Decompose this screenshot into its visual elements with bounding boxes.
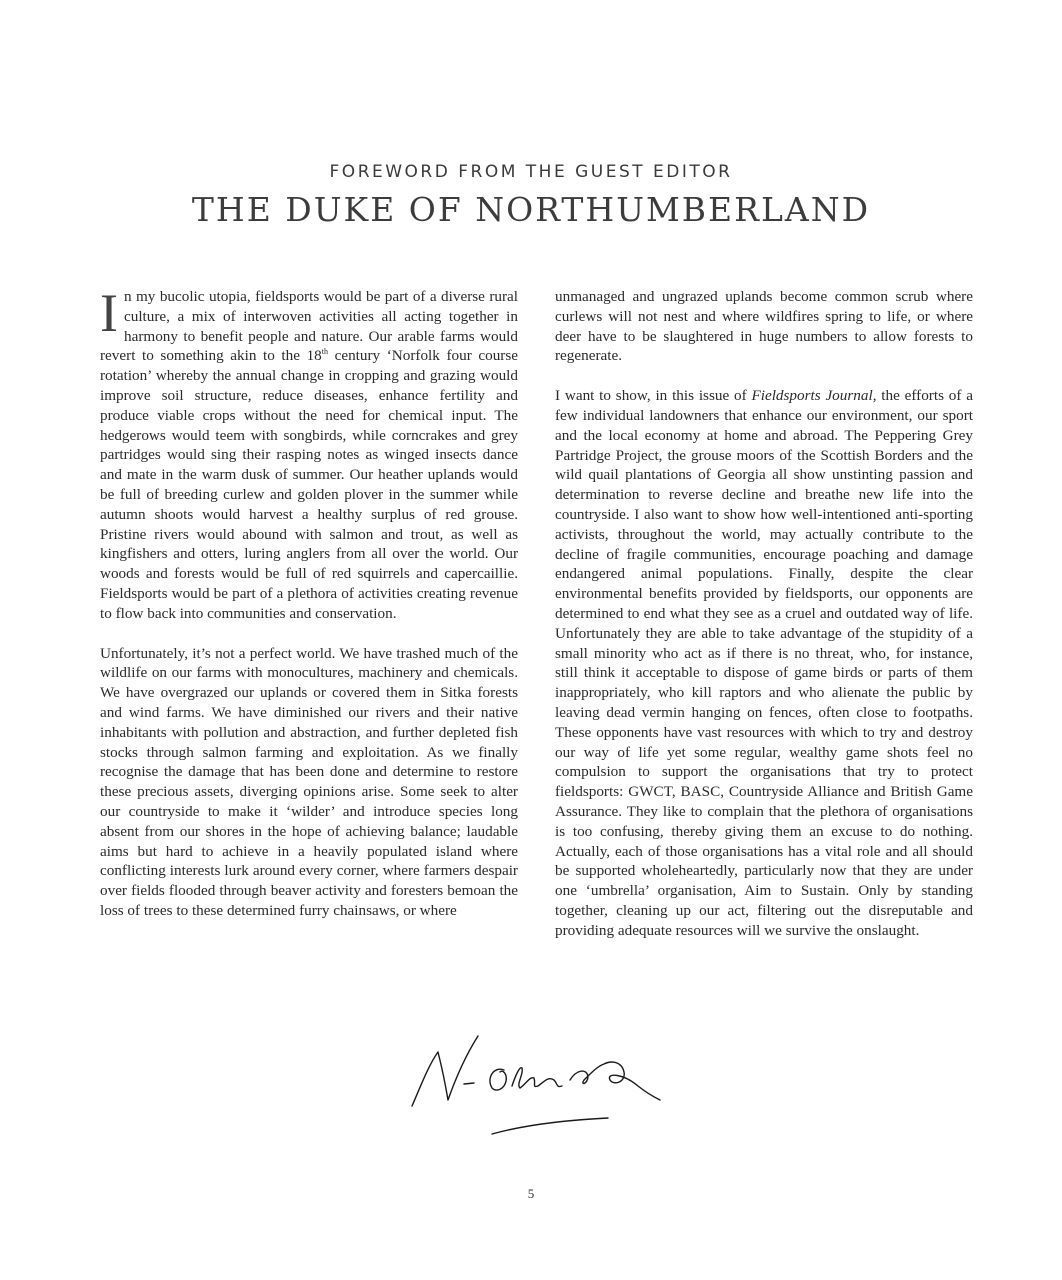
page-number: 5: [527, 1186, 535, 1201]
paragraph-text: , the efforts of a few individual landowners that enhance our environment, our sport and the local economy at home and abroad. The Peppering Grey Partridge Project, the grouse moors of the Scottish Borders and the wild quail plantations of Georgia all show unstinting passion and determination to reverse decline and breathe new life into the countryside. I also want to show how well-intentioned anti-sporting activists, throughout the world, may actually contribute to the decline of fragile communities, encourage poaching and damage endangered animal populations. Finally, despite the clear environmental benefits provided by fieldsports, our opponents are determined to end what they see as a cruel and outdated way of life. Unfortunately they are able to take advantage of the stupidity of a small minority who act as if there is no threat, who, for instance, still think it acceptable to dispose of game birds or parts of them inappropriately, who kill raptors and who alienate the public by leaving dead vermin hanging on fences, often close to footpaths. These opponents have vast resources with which to try and destroy our way of life yet some regular, wealthy game shots feel no compulsion to support the organisations that try to protect fieldsports: GWCT, BASC, Countryside Alliance and British Game Assurance. They like to complain that the plethora of organisations is too confusing, thereby giving them an excuse to do nothing. Actually, each of those organisations has a vital role and all should be supported wholeheartedly, particularly now that they are under one ‘umbrella’ organisation, Aim to Sustain. Only by standing together, cleaning up our act, filtering out the disreputable and providing adequate resources will we survive the onslaught.: [555, 387, 973, 939]
paragraph: Unfortunately, it’s not a perfect world. We have trashed much of the wildlife on our farms with monocultures, machinery and chemicals. We have overgrazed our uplands or covered them in Sitka forests and wind farms. We have diminished our rivers and their native inhabitants with pollution and abstraction, and further depleted fish stocks through salmon farming and exploitation. As we finally recognise the damage that has been done and determine to restore these precious assets, diverging opinions arise. Some seek to alter our countryside to make it ‘wilder’ and introduce species long absent from our shores in the hope of achieving balance; laudable aims but hard to achieve in a heavily populated island where conflicting interests lurk around every corner, where farmers despair over fields flooded through beaver activity and foresters bemoan the loss of trees to these determined furry chainsaws, or where: [100, 644, 518, 919]
paragraph-text: century ‘Norfolk four course rotation’ whereby the annual change in cropping and grazing would improve soil structure, reduce diseases, enhance fertility and produce viable crops without the need for chemical input. The hedgerows would teem with songbirds, while corncrakes and grey partridges would sing their rasping notes as winged insects dance and mate in the warm dusk of summer. Our heather uplands would be full of breeding curlew and golden plover in the summer while autumn shoots would harvest a healthy surplus of red grouse. Pristine rivers would abound with salmon and trout, as well as kingfishers and otters, luring anglers from all over the world. Our woods and forests would be full of red squirrels and capercaillie. Fieldsports would be part of a plethora of activities creating revenue to flow back into communities and conservation.: [100, 347, 518, 622]
paragraph: unmanaged and ungrazed uplands become common scrub where curlews will not nest and where wildfires spring to life, or where deer have to be slaughtered in huge numbers to allow forests to regenerate.: [555, 288, 973, 365]
section-kicker: FOREWORD FROM THE GUEST EDITOR: [329, 162, 733, 182]
paragraph-text: n my bucolic utopia, fieldsports would be part of a diverse rural culture, a mix of interwoven activities all acting together in harmony to benefit people and nature. Our arable farms would revert to something akin to the 18: [100, 288, 518, 365]
drop-cap: I: [100, 283, 118, 343]
paragraph: [555, 386, 973, 940]
paragraph-text: I want to show, in this issue of: [555, 387, 752, 405]
left-column: [100, 283, 518, 941]
paragraph: [100, 283, 518, 624]
signature-icon: [408, 1028, 668, 1143]
right-column: [555, 287, 973, 961]
publication-title: Fieldsports Journal: [751, 387, 873, 405]
page-title: THE DUKE OF NORTHUMBERLAND: [191, 190, 871, 229]
ordinal-suffix: th: [321, 347, 328, 357]
